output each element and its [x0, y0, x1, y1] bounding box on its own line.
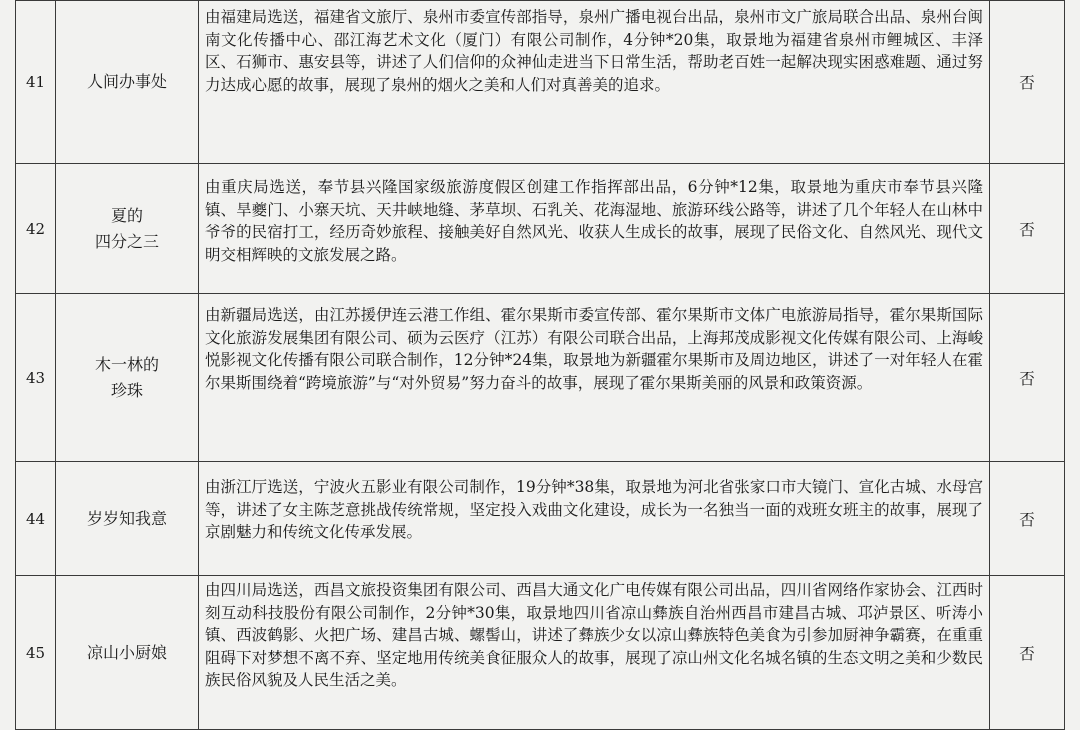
row-number: 45 — [16, 576, 56, 730]
table-row — [16, 462, 1065, 576]
row-number: 43 — [16, 294, 56, 462]
table-row — [16, 164, 1065, 294]
flag-cell: 否 — [990, 164, 1065, 294]
flag-cell: 否 — [990, 576, 1065, 730]
row-number: 41 — [16, 1, 56, 164]
table-row — [16, 1, 1065, 164]
flag-cell: 否 — [990, 294, 1065, 462]
row-number: 42 — [16, 164, 56, 294]
table-row — [16, 294, 1065, 462]
program-list-table — [15, 0, 1065, 730]
row-number: 44 — [16, 462, 56, 576]
program-description: 由浙江厅选送，宁波火五影业有限公司制作，19分钟*38集，取景地为河北省张家口市大镜门、宣化古城、水母宫等，讲述了女主陈芝意挑战传统常规，坚定投入戏曲文化建设，成长为一名独当一面的戏班女班主的故事，展现了京剧魅力和传统文化传承发展。 — [199, 462, 990, 576]
program-title: 人间办事处 — [56, 1, 199, 164]
program-title: 木一林的 珍珠 — [56, 294, 199, 462]
program-description: 由四川局选送，西昌文旅投资集团有限公司、西昌大通文化广电传媒有限公司出品，四川省网络作家协会、江西时刻互动科技股份有限公司制作，2分钟*30集，取景地四川省凉山彝族自治州西昌市建昌古城、邛泸景区、听涛小镇、西波鹤影、火把广场、建昌古城、螺髻山，讲述了彝族少女以凉山彝族特色美食为引参加厨神争霸赛，在重重阻碍下对梦想不离不弃、坚定地用传统美食征服众人的故事，展现了凉山州文化名城名镇的生态文明之美和少数民族民俗风貌及人民生活之美。 — [199, 576, 990, 730]
program-description: 由重庆局选送，奉节县兴隆国家级旅游度假区创建工作指挥部出品，6分钟*12集，取景地为重庆市奉节县兴隆镇、旱夔门、小寨天坑、天井峡地缝、茅草坝、石乳关、花海湿地、旅游环线公路等，讲述了几个年轻人在山林中爷爷的民宿打工，经历奇妙旅程、接触美好自然风光、收获人生成长的故事，展现了民俗文化、自然风光、现代文明交相辉映的文旅发展之路。 — [199, 164, 990, 294]
program-description: 由新疆局选送，由江苏援伊连云港工作组、霍尔果斯市委宣传部、霍尔果斯市文体广电旅游局指导，霍尔果斯国际文化旅游发展集团有限公司、硕为云医疗（江苏）有限公司联合出品，上海邦茂成影视文化传媒有限公司、上海峻悦影视文化传播有限公司联合制作，12分钟*24集，取景地为新疆霍尔果斯市及周边地区，讲述了一对年轻人在霍尔果斯围绕着“跨境旅游”与“对外贸易”努力奋斗的故事，展现了霍尔果斯美丽的风景和政策资源。 — [199, 294, 990, 462]
program-description: 由福建局选送，福建省文旅厅、泉州市委宣传部指导，泉州广播电视台出品，泉州市文广旅局联合出品、泉州台闽南文化传播中心、邵江海艺术文化（厦门）有限公司制作，4分钟*20集，取景地为福建省泉州市鲤城区、丰泽区、石狮市、惠安县等，讲述了人们信仰的众神仙走进当下日常生活，帮助老百姓一起解决现实困惑难题、通过努力达成心愿的故事，展现了泉州的烟火之美和人们对真善美的追求。 — [199, 1, 990, 164]
table-row — [16, 576, 1065, 730]
program-title: 夏的 四分之三 — [56, 164, 199, 294]
flag-cell: 否 — [990, 1, 1065, 164]
program-title: 岁岁知我意 — [56, 462, 199, 576]
program-title: 凉山小厨娘 — [56, 576, 199, 730]
flag-cell: 否 — [990, 462, 1065, 576]
